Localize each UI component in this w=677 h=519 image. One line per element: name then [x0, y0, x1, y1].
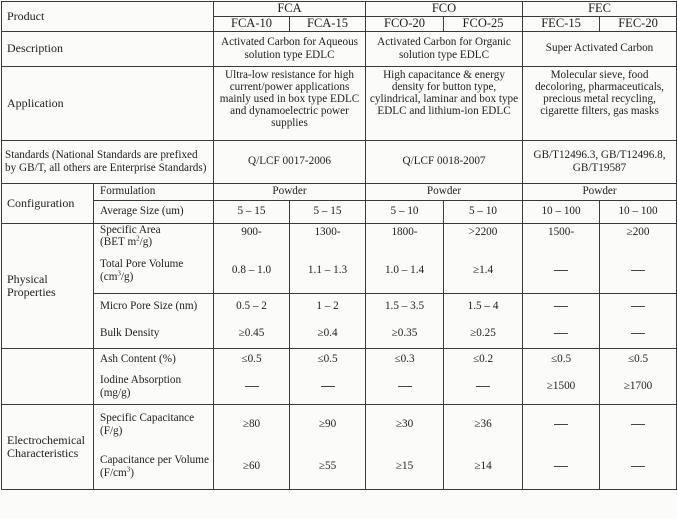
dash-icon [554, 424, 568, 425]
model-fec-15: FEC-15 [523, 17, 600, 32]
avg-size-value: 5 – 10 [366, 200, 444, 223]
avg-size-value: 5 – 10 [444, 200, 523, 223]
ash-content-value: ≤0.3 [366, 348, 444, 370]
capacitance-per-volume-value: ≥55 [290, 445, 366, 490]
total-pore-volume-value: ≥1.4 [444, 249, 523, 294]
dash-icon [554, 270, 568, 271]
avg-size-value: 5 – 15 [214, 200, 290, 223]
specific-area-value: ≥200 [600, 223, 677, 249]
formulation-fec: Powder [523, 183, 677, 200]
standards-fco: Q/LCF 0018-2007 [366, 140, 523, 183]
specific-capacitance-value: ≥30 [366, 404, 444, 445]
ash-content-value: ≤0.5 [523, 348, 600, 370]
electrochemical-label: Electrochemical Characteristics [2, 404, 94, 489]
bulk-density-value: ≥0.45 [214, 320, 290, 349]
total-pore-volume-unit: (cm [100, 270, 118, 283]
specific-capacitance-value: ≥80 [214, 404, 290, 445]
standards-fec: GB/T12496.3, GB/T12496.8, GB/T19587 [523, 140, 677, 183]
application-fca: Ultra-low resistance for high current/power applications mainly used in box type EDLC and dynamoelectric power supplies [214, 66, 366, 140]
dash-icon [631, 424, 645, 425]
product-spec-table [1, 1, 677, 490]
dash-icon [554, 333, 568, 334]
avg-size-label: Average Size (um) [94, 200, 214, 223]
bulk-density-value [600, 320, 677, 349]
specific-capacitance-value: ≥36 [444, 404, 523, 445]
avg-size-value: 10 – 100 [600, 200, 677, 223]
model-fca-15: FCA-15 [290, 17, 366, 32]
specific-area-unit: (BET m [100, 236, 137, 248]
ash-content-value: ≤0.5 [290, 348, 366, 370]
iodine-absorption-value: ≥1700 [600, 370, 677, 405]
dash-icon [398, 386, 412, 387]
specific-capacitance-value: ≥90 [290, 404, 366, 445]
micro-pore-size-value [523, 293, 600, 320]
dash-icon [631, 270, 645, 271]
ash-content-value: ≤0.5 [600, 348, 677, 370]
capacitance-per-volume-unit-tail: ) [130, 466, 134, 479]
ash-content-value: ≤0.5 [214, 348, 290, 370]
specific-area-value: 900- [214, 223, 290, 249]
specific-capacitance-value [523, 404, 600, 445]
formulation-fco: Powder [366, 183, 523, 200]
description-label: Description [2, 31, 214, 66]
description-fec: Super Activated Carbon [523, 31, 677, 66]
total-pore-volume-unit-sup: 3 [117, 268, 121, 277]
specific-capacitance-label: Specific Capacitance (F/g) [94, 404, 214, 445]
dash-icon [554, 466, 568, 467]
specific-area-value: 1300- [290, 223, 366, 249]
bulk-density-value: ≥0.4 [290, 320, 366, 349]
iodine-absorption-value [366, 370, 444, 405]
description-fca: Activated Carbon for Aqueous solution type EDLC [214, 31, 366, 66]
specific-area-value: 1800- [366, 223, 444, 249]
bulk-density-value [523, 320, 600, 349]
iodine-absorption-label: Iodine Absorption (mg/g) [94, 370, 214, 405]
iodine-absorption-value: ≥1500 [523, 370, 600, 405]
model-fca-10: FCA-10 [214, 17, 290, 32]
capacitance-per-volume-unit-sup: 3 [126, 464, 131, 473]
physical-properties-label: Physical Properties [2, 223, 94, 348]
specific-area-value: >2200 [444, 223, 523, 249]
group-fca: FCA [214, 2, 366, 17]
specific-area-value: 1500- [523, 223, 600, 249]
total-pore-volume-unit-tail: /g) [120, 270, 134, 283]
total-pore-volume-value: 1.1 – 1.3 [290, 249, 366, 294]
total-pore-volume-value [523, 249, 600, 294]
bulk-density-value: ≥0.25 [444, 320, 523, 349]
total-pore-volume-value: 1.0 – 1.4 [366, 249, 444, 294]
specific-area-unit-tail: /g) [139, 236, 153, 248]
capacitance-per-volume-value [523, 445, 600, 490]
group-fco: FCO [366, 2, 523, 17]
formulation-fca: Powder [214, 183, 366, 200]
dash-icon [631, 333, 645, 334]
dash-icon [476, 386, 490, 387]
capacitance-per-volume-value: ≥60 [214, 445, 290, 490]
standards-fca: Q/LCF 0017-2006 [214, 140, 366, 183]
configuration-label: Configuration [2, 183, 94, 223]
total-pore-volume-value: 0.8 – 1.0 [214, 249, 290, 294]
physical-properties-label-cont [2, 348, 94, 370]
micro-pore-size-value: 1 – 2 [290, 293, 366, 320]
model-fco-25: FCO-25 [444, 17, 523, 32]
micro-pore-size-value: 1.5 – 3.5 [366, 293, 444, 320]
capacitance-per-volume-value: ≥14 [444, 445, 523, 490]
ash-content-label: Ash Content (%) [94, 348, 214, 370]
dash-icon [554, 306, 568, 307]
total-pore-volume-label-text: Total Pore Volume [100, 258, 184, 271]
dash-icon [245, 386, 259, 387]
description-fco: Activated Carbon for Organic solution type EDLC [366, 31, 523, 66]
specific-area-label [94, 223, 214, 249]
formulation-label: Formulation [94, 183, 214, 200]
specific-area-unit-sup: 2 [136, 234, 140, 243]
product-header: Product [2, 2, 214, 32]
group-fec: FEC [523, 2, 677, 17]
iodine-absorption-value [290, 370, 366, 405]
avg-size-value: 5 – 15 [290, 200, 366, 223]
total-pore-volume-value [600, 249, 677, 294]
model-fco-20: FCO-20 [366, 17, 444, 32]
micro-pore-size-value [600, 293, 677, 320]
micro-pore-size-value: 0.5 – 2 [214, 293, 290, 320]
application-fco: High capacitance & energy density for button type, cylindrical, laminar and box type EDLC and lithium-ion EDLC [366, 66, 523, 140]
capacitance-per-volume-label [94, 445, 214, 490]
application-label: Application [2, 66, 214, 140]
physical-properties-label-cont [2, 370, 94, 405]
capacitance-per-volume-unit: (F/cm [100, 466, 127, 479]
iodine-absorption-value [214, 370, 290, 405]
standards-label: Standards (National Standards are prefixed by GB/T, all others are Enterprise Standards) [2, 140, 214, 183]
ash-content-value: ≤0.2 [444, 348, 523, 370]
model-fec-20: FEC-20 [600, 17, 677, 32]
dash-icon [631, 466, 645, 467]
capacitance-per-volume-value [600, 445, 677, 490]
specific-capacitance-value [600, 404, 677, 445]
micro-pore-size-value: 1.5 – 4 [444, 293, 523, 320]
bulk-density-value: ≥0.35 [366, 320, 444, 349]
bulk-density-label: Bulk Density [94, 320, 214, 349]
dash-icon [631, 306, 645, 307]
micro-pore-size-label: Micro Pore Size (nm) [94, 293, 214, 320]
dash-icon [321, 386, 335, 387]
specific-area-label-text: Specific Area [100, 223, 161, 236]
capacitance-per-volume-value: ≥15 [366, 445, 444, 490]
iodine-absorption-value [444, 370, 523, 405]
avg-size-value: 10 – 100 [523, 200, 600, 223]
total-pore-volume-label [94, 249, 214, 294]
application-fec: Molecular sieve, food decoloring, pharmaceuticals, precious metal recycling, cigarette filters, gas masks [523, 66, 677, 140]
capacitance-per-volume-label-text: Capacitance per Volume [100, 454, 209, 467]
